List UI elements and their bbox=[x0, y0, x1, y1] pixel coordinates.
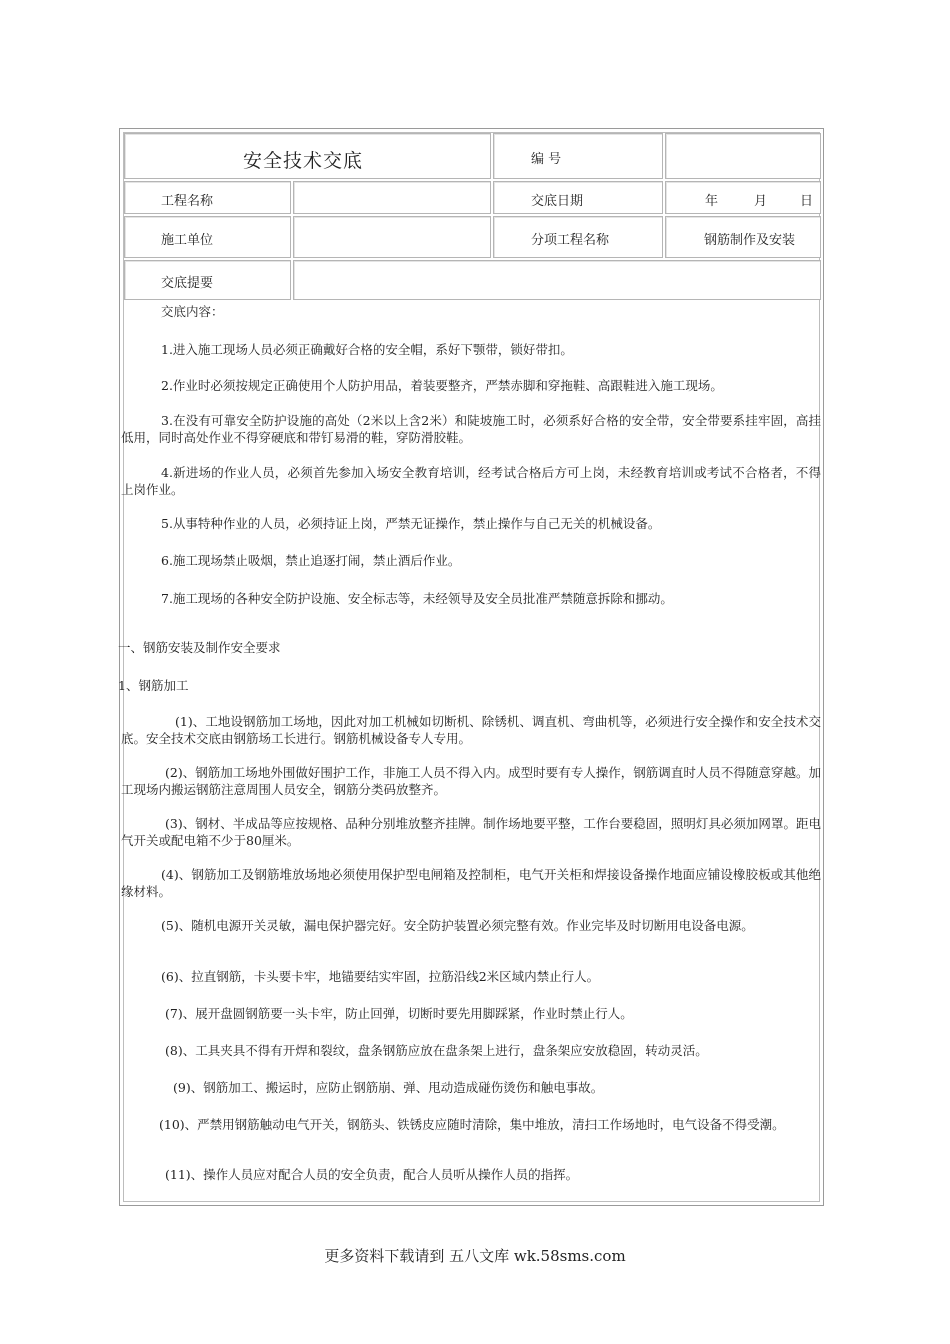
rule-7: (7)、展开盘圆钢筋要一头卡牢，防止回弹，切断时要先用脚踩紧，作业时禁止行人。 bbox=[165, 1006, 633, 1021]
unit-value-cell[interactable] bbox=[293, 216, 491, 258]
date-value-cell[interactable] bbox=[665, 181, 821, 214]
rule-11: (11)、操作人员应对配合人员的安全负责，配合人员听从操作人员的指挥。 bbox=[165, 1167, 579, 1182]
document-title: 安全技术交底 bbox=[243, 150, 364, 172]
sub-project-label-cell bbox=[493, 216, 663, 258]
general-rule-5: 5.从事特种作业的人员，必须持证上岗，严禁无证操作，禁止操作与自己无关的机械设备。 bbox=[161, 516, 661, 531]
number-label-cell bbox=[493, 133, 663, 179]
unit-label-cell bbox=[124, 216, 291, 258]
sub-project-label: 分项工程名称 bbox=[531, 233, 610, 248]
summary-label-cell bbox=[124, 260, 291, 300]
rule-5: (5)、随机电源开关灵敏，漏电保护器完好。安全防护装置必须完整有效。作业完毕及时切断用电设备电源。 bbox=[161, 918, 754, 933]
general-rule-3: 3.在没有可靠安全防护设施的高处（2米以上含2米）和陡坡施工时，必须系好合格的安全带，安全带要系挂牢固，高挂低用，同时高处作业不得穿硬底和带钉易滑的鞋，穿防滑胶鞋。 bbox=[121, 413, 821, 445]
date-year: 年 bbox=[705, 194, 719, 209]
rule-8: (8)、工具夹具不得有开焊和裂纹，盘条钢筋应放在盘条架上进行，盘条架应安放稳固，转动灵活。 bbox=[165, 1043, 708, 1058]
project-name-label: 工程名称 bbox=[161, 194, 214, 209]
rule-6: (6)、拉直钢筋，卡头要卡牢，地锚要结实牢固，拉筋沿线2米区域内禁止行人。 bbox=[161, 969, 600, 984]
general-rule-6: 6.施工现场禁止吸烟，禁止追逐打闹，禁止酒后作业。 bbox=[161, 553, 461, 568]
rule-10: (10)、严禁用钢筋触动电气开关，钢筋头、铁锈皮应随时清除，集中堆放，清扫工作场地时，电气设备不得受潮。 bbox=[159, 1117, 785, 1132]
date-month: 月 bbox=[754, 194, 768, 209]
subsection-title: 1、钢筋加工 bbox=[118, 678, 189, 693]
title-cell bbox=[124, 133, 491, 179]
date-label: 交底日期 bbox=[531, 194, 584, 209]
number-label: 编 号 bbox=[531, 152, 562, 167]
date-day: 日 bbox=[800, 194, 814, 209]
date-label-cell bbox=[493, 181, 663, 214]
section-title: 一、钢筋安装及制作安全要求 bbox=[118, 640, 281, 655]
project-name-label-cell bbox=[124, 181, 291, 214]
rule-2: (2)、钢筋加工场地外围做好围护工作，非施工人员不得入内。成型时要有专人操作，钢筋调直时人员不得随意穿越。加工现场内搬运钢筋注意周围人员安全，钢筋分类码放整齐。 bbox=[121, 765, 821, 797]
general-rule-7: 7.施工现场的各种安全防护设施、安全标志等，未经领导及安全员批准严禁随意拆除和挪动。 bbox=[161, 591, 673, 606]
sub-project-value: 钢筋制作及安装 bbox=[704, 233, 796, 248]
project-name-value-cell[interactable] bbox=[293, 181, 491, 214]
general-rule-1: 1.进入施工现场人员必须正确戴好合格的安全帽，系好下颚带，锁好带扣。 bbox=[161, 342, 573, 357]
general-rule-4: 4.新进场的作业人员，必须首先参加入场安全教育培训，经考试合格后方可上岗，未经教育培训或考试不合格者，不得上岗作业。 bbox=[121, 465, 821, 497]
summary-label: 交底提要 bbox=[161, 276, 214, 291]
content-heading: 交底内容： bbox=[161, 304, 224, 319]
rule-3: (3)、钢材、半成品等应按规格、品种分别堆放整齐挂牌。制作场地要平整，工作台要稳固，照明灯具必须加网罩。距电气开关或配电箱不少于80厘米。 bbox=[121, 816, 821, 848]
unit-label: 施工单位 bbox=[161, 233, 214, 248]
summary-value-cell[interactable] bbox=[293, 260, 821, 300]
footer-link[interactable]: 更多资料下载请到 五八文库 wk.58sms.com bbox=[324, 1247, 626, 1265]
rule-1: (1)、工地设钢筋加工场地，因此对加工机械如切断机、除锈机、调直机、弯曲机等，必须进行安全操作和安全技术交底。安全技术交底由钢筋场工长进行。钢筋机械设备专人专用。 bbox=[121, 714, 821, 746]
sub-project-value-cell[interactable] bbox=[665, 216, 821, 258]
general-rule-2: 2.作业时必须按规定正确使用个人防护用品，着装要整齐，严禁赤脚和穿拖鞋、高跟鞋进入施工现场。 bbox=[161, 378, 723, 393]
rule-9: (9)、钢筋加工、搬运时，应防止钢筋崩、弹、甩动造成碰伤烫伤和触电事故。 bbox=[173, 1080, 604, 1095]
number-value-cell[interactable] bbox=[665, 133, 821, 179]
rule-4: (4)、钢筋加工及钢筋堆放场地必须使用保护型电闸箱及控制柜，电气开关柜和焊接设备操作地面应铺设橡胶板或其他绝缘材料。 bbox=[121, 867, 821, 899]
